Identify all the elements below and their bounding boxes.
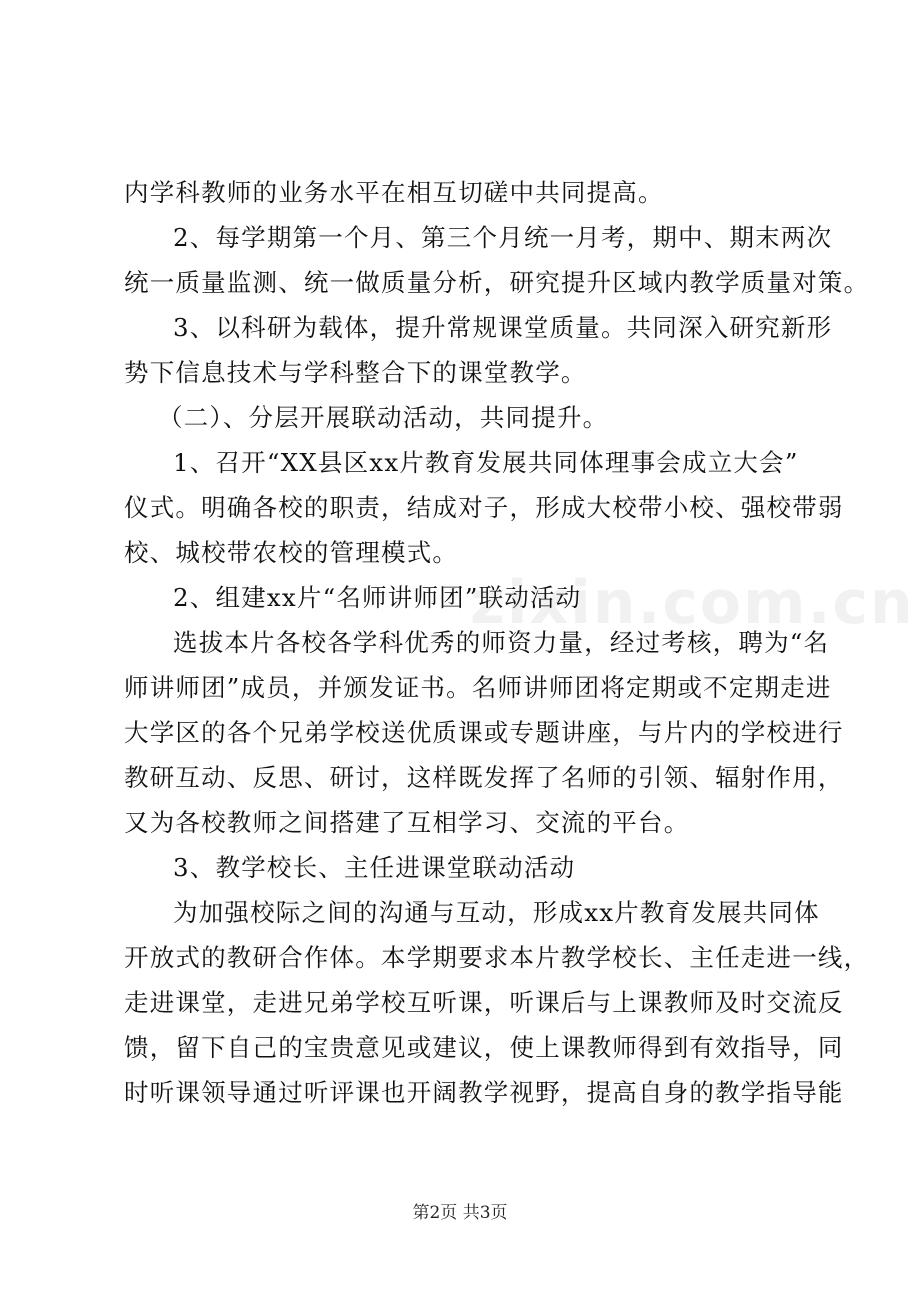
text-line: 2、每学期第一个月、第三个月统一月考，期中、期末两次: [173, 223, 833, 252]
text-line: 选拔本片各校各学科优秀的师资力量，经过考核，聘为“名: [173, 628, 830, 657]
text-line: 开放式的教研合作体。本学期要求本片教学校长、主任走进一线，: [124, 943, 870, 972]
text-line: 内学科教师的业务水平在相互切磋中共同提高。: [124, 178, 664, 207]
text-line: （二）、分层开展联动活动，共同提升。: [158, 403, 609, 432]
text-line: 师讲师团”成员，并颁发证书。名师讲师团将定期或不定期走进: [124, 673, 832, 702]
text-line: 3、教学校长、主任进课堂联动活动: [173, 853, 576, 882]
page-footer: 第2页 共3页: [412, 1203, 508, 1223]
text-line: 走进课堂，走进兄弟学校互听课，听课后与上课教师及时交流反: [124, 988, 844, 1017]
text-line: 1、召开“XX县区xx片教育发展共同体理事会成立大会”: [173, 448, 799, 477]
text-line: 又为各校教师之间搭建了互相学习、交流的平台。: [124, 808, 690, 837]
text-line: 3、以科研为载体，提升常规课堂质量。共同深入研究新形: [173, 313, 833, 342]
text-line: 校、城校带农校的管理模式。: [124, 538, 459, 567]
text-line: 统一质量监测、统一做质量分析，研究提升区域内教学质量对策。: [124, 268, 870, 297]
text-line: 大学区的各个兄弟学校送优质课或专题讲座，与片内的学校进行: [124, 718, 844, 747]
text-line: 2、组建xx片“名师讲师团”联动活动: [173, 583, 582, 612]
text-line: 为加强校际之间的沟通与互动，形成xx片教育发展共同体: [173, 898, 820, 927]
text-line: 教研互动、反思、研讨，这样既发挥了名师的引领、辐射作用，: [124, 763, 844, 792]
document-body: [124, 170, 870, 1115]
text-line: 仪式。明确各校的职责，结成对子，形成大校带小校、强校带弱: [124, 493, 844, 522]
text-line: 时听课领导通过听评课也开阔教学视野，提高自身的教学指导能: [124, 1078, 844, 1107]
text-line: 馈，留下自己的宝贵意见或建议，使上课教师得到有效指导，同: [124, 1033, 844, 1062]
watermark-text: zixin.com.cn: [470, 568, 915, 638]
text-line: 势下信息技术与学科整合下的课堂教学。: [124, 358, 587, 387]
